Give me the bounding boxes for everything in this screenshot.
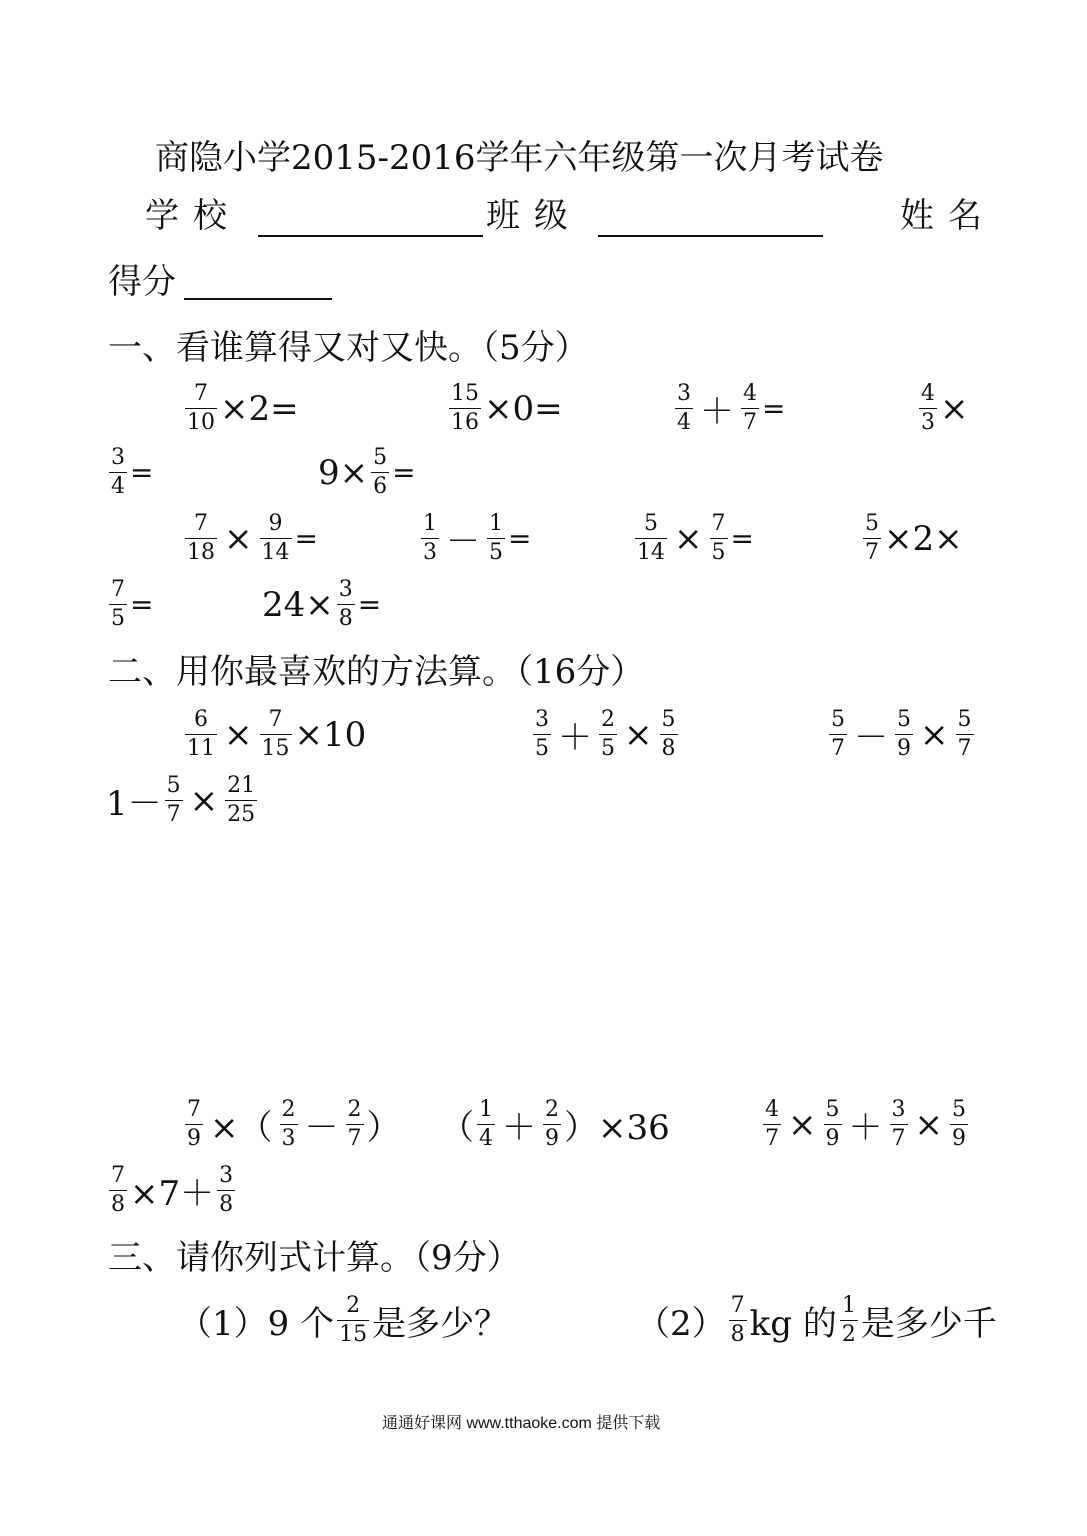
school-blank[interactable]: [258, 205, 483, 237]
fraction: $\frac{1}{4}$: [479, 1097, 493, 1151]
fraction: $\frac{1}{5}$: [489, 511, 503, 565]
fraction: $\frac{7}{10}$: [187, 381, 215, 435]
fraction: $\frac{3}{5}$: [535, 707, 549, 761]
fraction: $\frac{5}{7}$: [166, 773, 181, 827]
fraction: $\frac{5}{9}$: [952, 1097, 966, 1151]
s1-expr-10: 24× $\frac{3}{8}$ =: [262, 577, 382, 631]
fraction: $\frac{3}{7}$: [891, 1097, 906, 1151]
fraction: $\frac{15}{16}$: [451, 381, 479, 435]
fraction: $\frac{5}{7}$: [957, 707, 972, 761]
fraction: $\frac{5}{9}$: [825, 1097, 840, 1151]
fraction: $\frac{2}{5}$: [601, 707, 615, 761]
fraction: $\frac{2}{15}$: [339, 1293, 368, 1347]
fraction: $\frac{5}{6}$: [373, 445, 388, 499]
name-label: 姓名: [900, 196, 996, 236]
fraction: $\frac{3}{4}$: [111, 445, 125, 499]
fraction: $\frac{1}{3}$: [423, 511, 437, 565]
section3-heading: 三、请你列式计算。（9分）: [108, 1238, 521, 1278]
fraction: $\frac{5}{9}$: [897, 707, 911, 761]
s1-expr-2: $\frac{15}{16}$ ×0=: [451, 381, 563, 435]
section1-heading: 一、看谁算得又对又快。（5分）: [108, 328, 589, 368]
fraction: $\frac{21}{25}$: [227, 773, 256, 827]
fraction: $\frac{2}{7}$: [347, 1097, 362, 1151]
fraction: $\frac{4}{3}$: [921, 381, 935, 435]
score-label: 得分: [108, 262, 176, 302]
fraction: $\frac{3}{8}$: [338, 577, 353, 631]
score-blank[interactable]: [184, 268, 332, 300]
fraction: $\frac{3}{8}$: [219, 1163, 234, 1217]
s2-expr-1: $\frac{6}{11}$ × $\frac{7}{15}$ ×10: [187, 707, 367, 761]
fraction: $\frac{6}{11}$: [187, 707, 215, 761]
s1-expr-7: $\frac{1}{3}$ － $\frac{1}{5}$ =: [423, 511, 532, 565]
fraction: $\frac{2}{9}$: [545, 1097, 559, 1151]
s2-expr-7: $\frac{4}{7}$ × $\frac{5}{9}$ ＋ $\frac{3}{7}$ × $\frac{5}{9}$: [765, 1097, 966, 1151]
fraction: $\frac{7}{15}$: [261, 707, 290, 761]
fraction: $\frac{7}{8}$: [111, 1163, 125, 1217]
fraction: $\frac{7}{5}$: [711, 511, 726, 565]
fraction: $\frac{4}{7}$: [743, 381, 757, 435]
exam-title: 商隐小学2015-2016学年六年级第一次月考试卷: [155, 138, 884, 178]
school-label: 学校: [145, 196, 241, 236]
fraction: $\frac{5}{7}$: [865, 511, 879, 565]
fraction: $\frac{3}{4}$: [677, 381, 691, 435]
fraction: $\frac{4}{7}$: [765, 1097, 779, 1151]
class-blank[interactable]: [598, 205, 823, 237]
class-label: 班级: [486, 196, 582, 236]
s3-question-1: （1）9 个 $\frac{2}{15}$ 是多少？: [178, 1293, 509, 1347]
fraction: $\frac{7}{18}$: [187, 511, 215, 565]
s1-expr-5: 9× $\frac{5}{6}$ =: [318, 445, 416, 499]
fraction: $\frac{2}{3}$: [281, 1097, 296, 1151]
s1-expr-3: $\frac{3}{4}$ ＋ $\frac{4}{7}$ =: [677, 381, 786, 435]
s1-expr-8: $\frac{5}{14}$ × $\frac{7}{5}$ =: [637, 511, 754, 565]
fraction: $\frac{1}{2}$: [841, 1293, 856, 1347]
s2-expr-8: $\frac{7}{8}$ ×7＋ $\frac{3}{8}$: [111, 1163, 234, 1217]
s1-expr-4-cont: $\frac{3}{4}$ =: [111, 445, 154, 499]
s2-expr-3: $\frac{5}{7}$ － $\frac{5}{9}$ × $\frac{5}{7}$: [831, 707, 972, 761]
section2-heading: 二、用你最喜欢的方法算。（16分）: [108, 652, 645, 692]
s1-expr-1: $\frac{7}{10}$ ×2=: [187, 381, 299, 435]
fraction: $\frac{5}{7}$: [831, 707, 845, 761]
s1-expr-4: $\frac{4}{3}$ ×: [921, 381, 969, 435]
s1-expr-6: $\frac{7}{18}$ × $\frac{9}{14}$ =: [187, 511, 318, 565]
s1-expr-9-cont: $\frac{7}{5}$ =: [111, 577, 154, 631]
page-footer: 通通好课网 www.tthaoke.com 提供下载: [382, 1415, 661, 1432]
fraction: $\frac{7}{8}$: [730, 1293, 745, 1347]
s2-expr-5: $\frac{7}{9}$ ×（ $\frac{2}{3}$ － $\frac{2}{7}$ ）: [187, 1097, 401, 1151]
fraction: $\frac{5}{8}$: [661, 707, 676, 761]
s2-expr-2: $\frac{3}{5}$ ＋ $\frac{2}{5}$ × $\frac{5}{8}$: [535, 707, 676, 761]
fraction: $\frac{9}{14}$: [261, 511, 290, 565]
fraction: $\frac{7}{5}$: [111, 577, 125, 631]
s1-expr-9: $\frac{5}{7}$ ×2×: [865, 511, 963, 565]
s3-question-2: （2） $\frac{7}{8}$ kg 的 $\frac{1}{2}$ 是多少千: [636, 1293, 997, 1347]
s2-expr-6: （ $\frac{1}{4}$ ＋ $\frac{2}{9}$ ）×36: [440, 1097, 670, 1151]
fraction: $\frac{5}{14}$: [637, 511, 665, 565]
fraction: $\frac{7}{9}$: [187, 1097, 201, 1151]
s2-expr-4: 1－ $\frac{5}{7}$ × $\frac{21}{25}$: [106, 773, 256, 827]
